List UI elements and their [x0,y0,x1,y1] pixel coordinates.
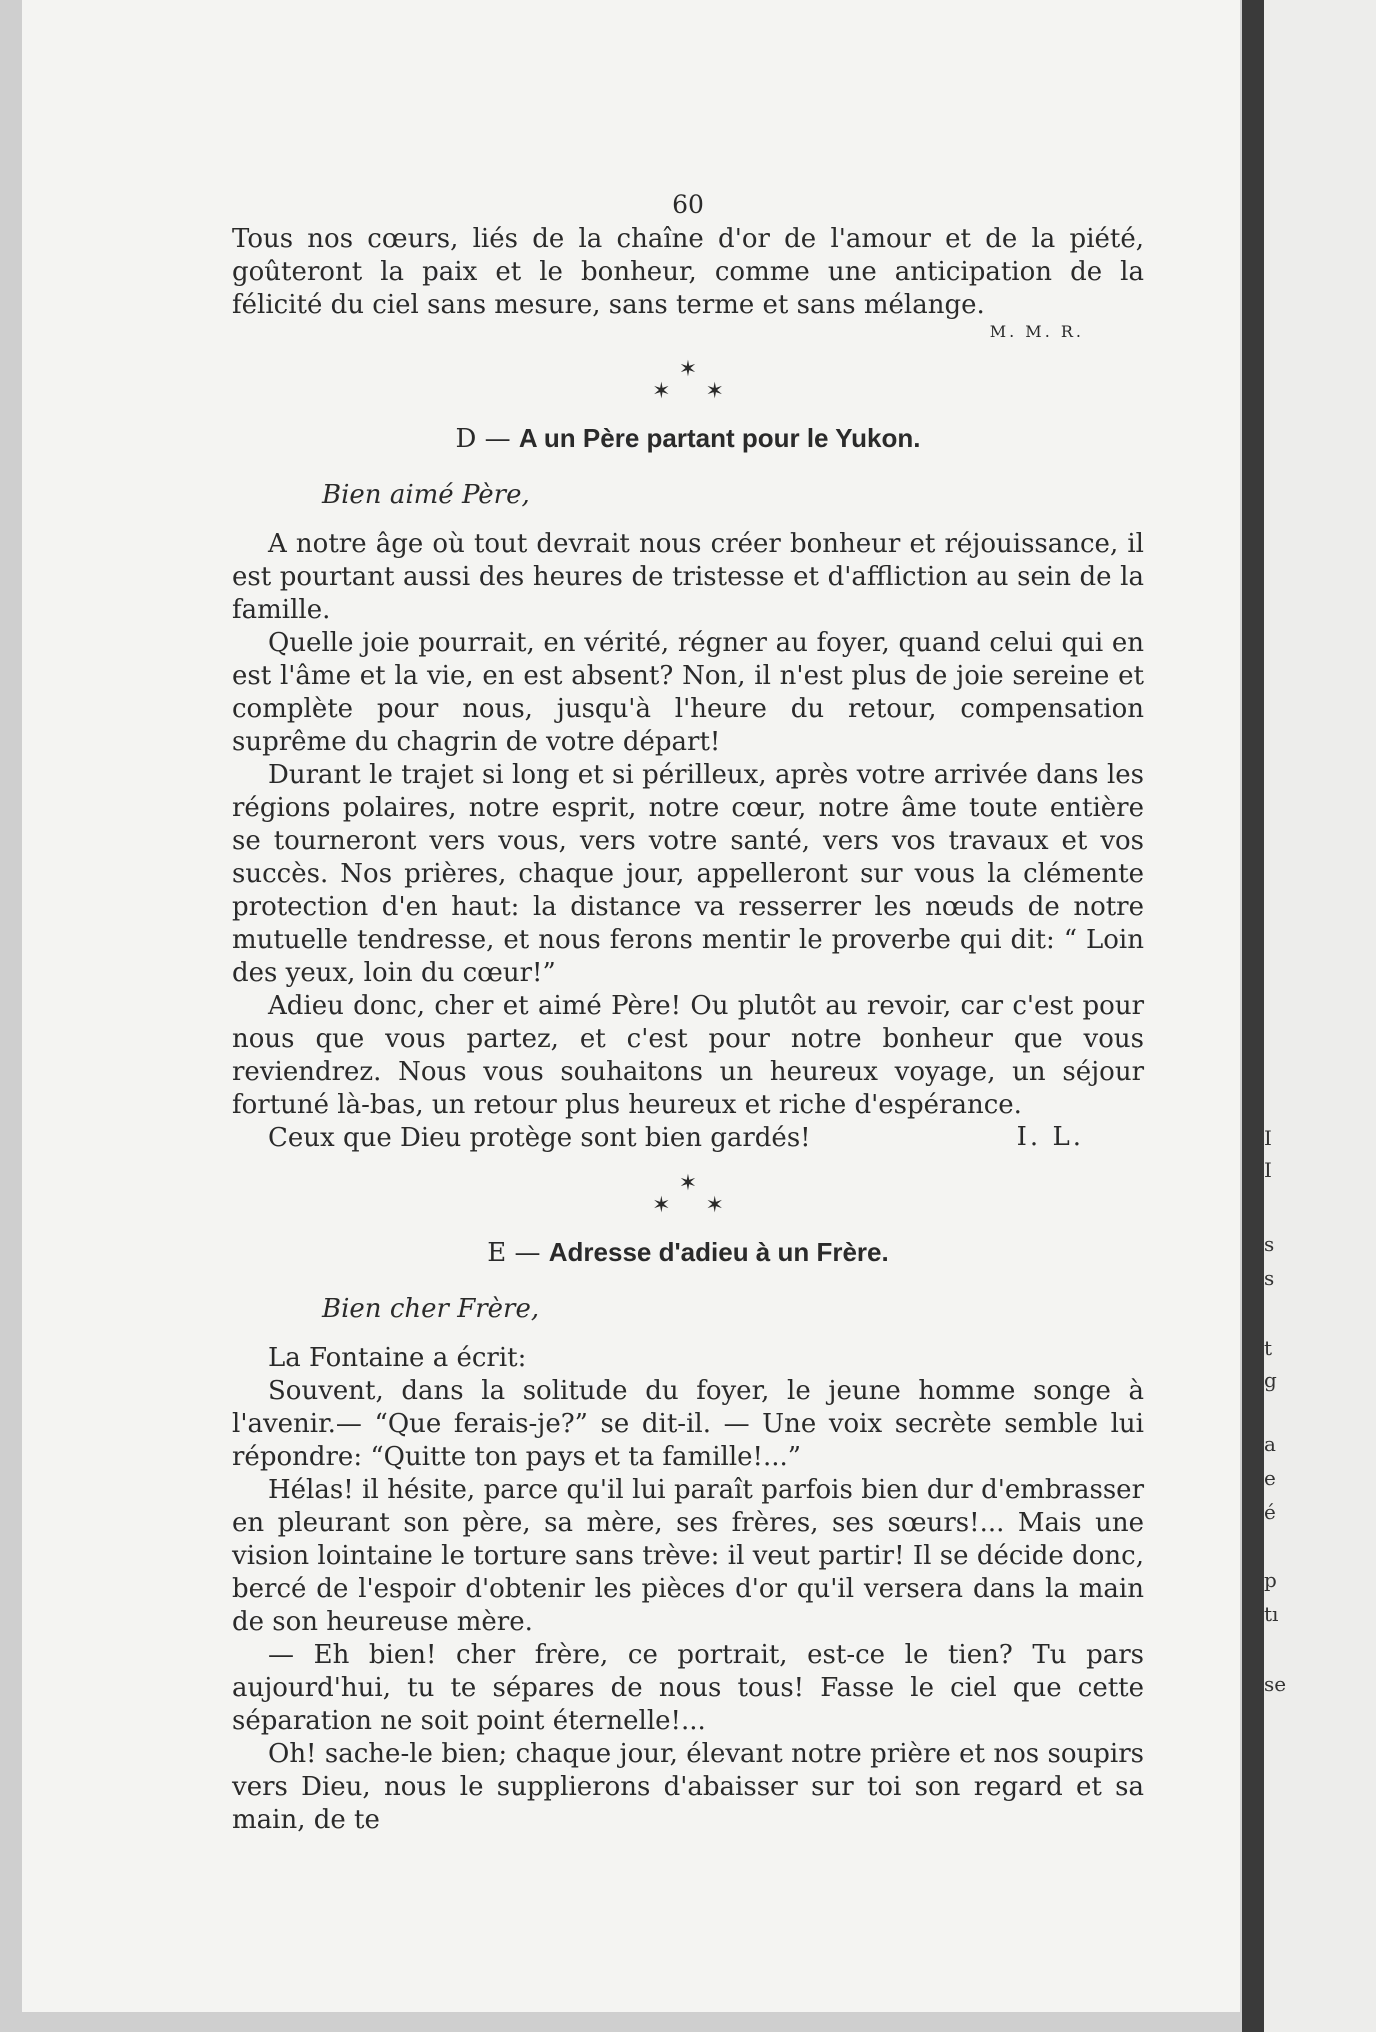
section-e-salutation: Bien cher Frère, [322,1294,540,1324]
book-page-right-edge [1264,0,1376,2032]
book-gutter [1242,0,1264,2032]
page-number: 60 [672,190,704,219]
asterism-separator [232,359,1144,403]
intro-paragraph: Tous nos cœurs, liés de la chaîne d'or de l'amour et de la piété, goûteront la paix et le bonheur, comme une anticipation de la félicité du ciel sans mesure, sans terme et sans mélange. [232,224,1144,320]
right-page-fragment: a [1264,1432,1276,1456]
intro-signature-line [232,322,1144,341]
section-d-paragraph: Durant le trajet si long et si périlleux, après votre arrivée dans les régions polaires, notre esprit, notre cœur, notre âme toute entière se tourneront vers vous, vers votre santé, vers vos travaux et vos succès. Nos prières, chaque jour, appelleront sur vous la clémente protection d'en haut: la distance va resserrer les nœuds de notre mutuelle tendresse, et nous ferons mentir le proverbe qui dit: “ Loin des yeux, loin du cœur!” [232,760,1144,988]
section-d-heading [232,423,1144,454]
section-e-paragraph: La Fontaine a écrit: [268,1343,527,1373]
right-page-fragment: é [1264,1500,1276,1524]
right-page-fragment: I [1264,1126,1272,1150]
section-e-paragraph: Oh! sache-le bien; chaque jour, élevant notre prière et nos soupirs vers Dieu, nous le supplierons d'abaisser sur toi son regard et sa main, de te [232,1739,1144,1835]
right-page-fragment: se [1264,1672,1287,1696]
section-d-letter: D — [455,424,511,454]
section-d-closing-line [232,1122,1144,1155]
section-d-paragraph: Quelle joie pourrait, en vérité, régner au foyer, quand celui qui en est l'âme et la vie, en est absent? Non, il n'est plus de joie sereine et complète pour nous, jusqu'à l'heure du retour, compensation suprême du chagrin de votre départ! [232,628,1144,757]
asterism-separator [232,1173,1144,1217]
star-icon: ✶ [705,1193,724,1218]
section-e-title: Adresse d'adieu à un Frère. [548,1237,889,1267]
section-e-heading [232,1237,1144,1268]
star-icon: ✶ [678,357,698,382]
page-content [232,190,1144,1837]
book-page-left [22,0,1240,2012]
right-page-fragment: t [1264,1336,1273,1360]
section-e-paragraph: — Eh bien! cher frère, ce portrait, est-ce le tien? Tu pars aujourd'hui, tu te sépares de nous tous! Fasse le ciel que cette séparation ne soit point éternelle!... [232,1640,1144,1736]
section-d-signature: I. L. [1016,1122,1084,1152]
section-d-salutation: Bien aimé Père, [322,480,530,510]
section-e-letter: E — [487,1238,541,1268]
section-e-paragraph: Hélas! il hésite, parce qu'il lui paraît parfois bien dur d'embrasser en pleurant son père, sa mère, ses frères, ses sœurs!... Mais une vision lointaine le torture sans trève: il veut partir! Il se décide donc, bercé de l'espoir d'obtenir les pièces d'or qu'il versera dans la main de son heureuse mère. [232,1475,1144,1637]
right-page-fragment: I [1264,1158,1272,1182]
star-icon: ✶ [678,1171,698,1196]
section-d-title: A un Père partant pour le Yukon. [518,423,921,453]
section-d-closing: Ceux que Dieu protège sont bien gardés! [268,1123,811,1153]
right-page-fragment: e [1264,1466,1276,1490]
section-d-paragraph: A notre âge où tout devrait nous créer bonheur et réjouissance, il est pourtant aussi des heures de tristesse et d'affliction au sein de la famille. [232,529,1144,625]
right-page-fragment: s [1264,1232,1275,1256]
right-page-fragment: p [1264,1568,1277,1592]
intro-signature: M. M. R. [989,322,1084,341]
section-e-paragraph: Souvent, dans la solitude du foyer, le jeune homme songe à l'avenir.— “Que ferais-je?” se dit-il. — Une voix secrète semble lui répondre: “Quitte ton pays et ta famille!...” [232,1376,1144,1472]
right-page-fragment: g [1264,1368,1277,1392]
star-icon: ✶ [705,379,724,404]
right-page-fragment: tı [1264,1602,1279,1626]
right-page-fragment: s [1264,1266,1275,1290]
star-icon: ✶ [652,1193,671,1218]
section-d-paragraph: Adieu donc, cher et aimé Père! Ou plutôt au revoir, car c'est pour nous que vous partez, et c'est pour notre bonheur que vous reviendrez. Nous vous souhaitons un heureux voyage, un séjour fortuné là-bas, un retour plus heureux et riche d'espérance. [232,991,1144,1120]
star-icon: ✶ [652,379,671,404]
